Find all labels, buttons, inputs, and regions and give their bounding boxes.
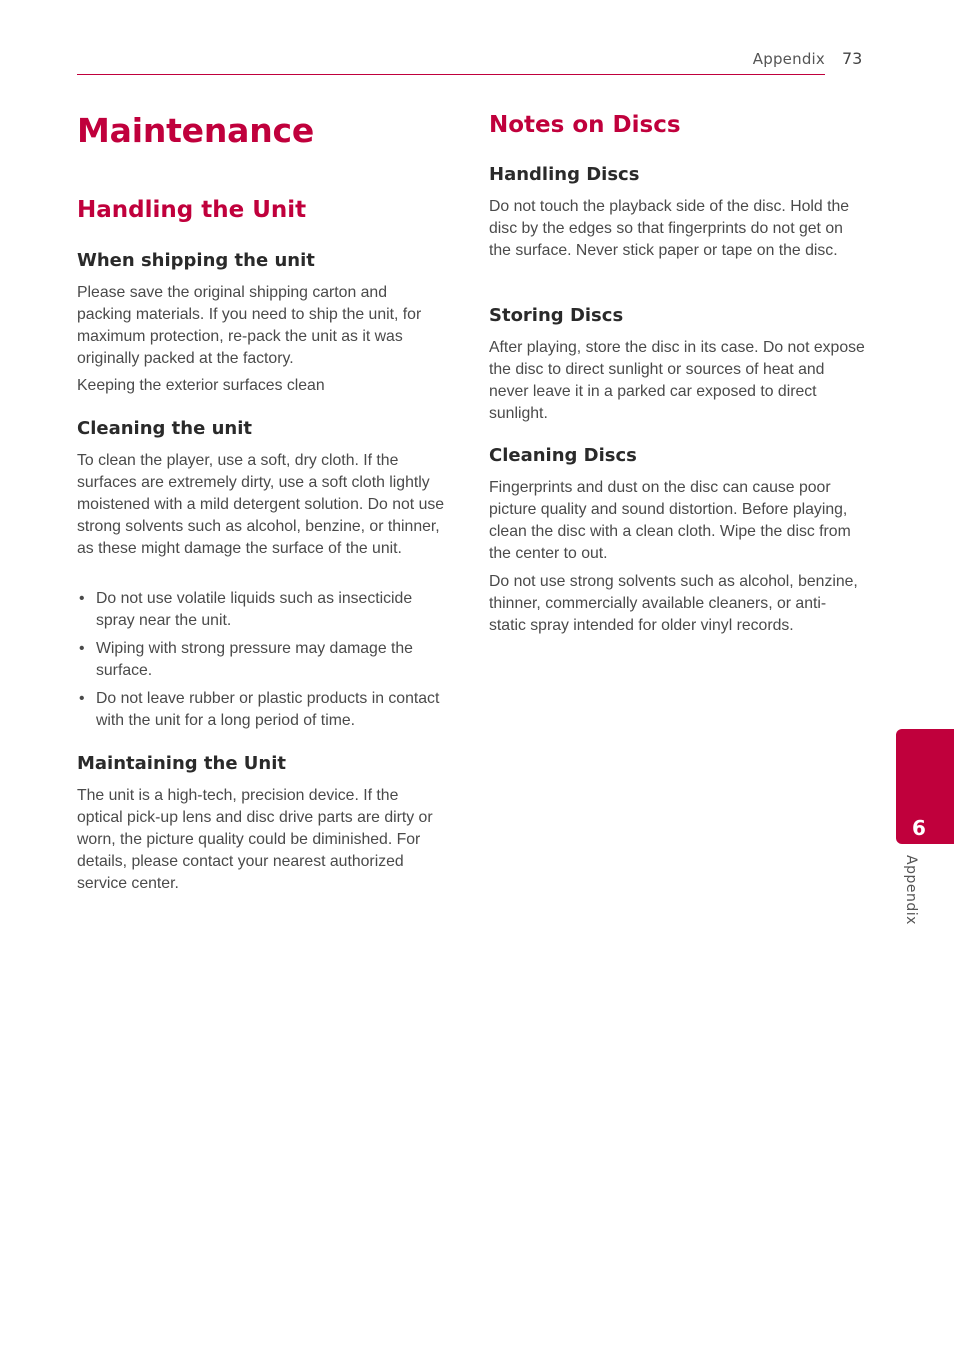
subheading-storing-discs: Storing Discs (489, 305, 624, 326)
list-item (77, 588, 445, 632)
page-title: Maintenance (77, 111, 315, 150)
cleaning-discs-paragraph: Fingerprints and dust on the disc can cause poor picture quality and sound distortion. Before playing, clean the disc with a clean cloth. Wipe the disc from the center to out. (489, 479, 851, 562)
chapter-label-container (897, 855, 927, 935)
subheading-maintaining: Maintaining the Unit (77, 753, 287, 774)
list-item (77, 638, 445, 682)
subheading-handling-discs: Handling Discs (489, 164, 640, 185)
running-header-section: Appendix (752, 50, 825, 68)
exterior-note: Keeping the exterior surfaces clean (77, 377, 325, 394)
maintaining-paragraph: The unit is a high-tech, precision device. If the optical pick-up lens and disc drive parts are dirty or worn, the picture quality could be diminished. For details, please contact your nearest authorized service center. (77, 787, 433, 892)
solvents-paragraph: Do not use strong solvents such as alcohol, benzine, thinner, commercially available cleaners, or anti-static spray intended for older vinyl records. (489, 573, 858, 634)
storing-discs-paragraph: After playing, store the disc in its case. Do not expose the disc to direct sunlight or sources of heat and never leave it in a parked car exposed to direct sunlight. (489, 339, 865, 422)
bullet-icon: • (79, 640, 85, 657)
chapter-tab (896, 729, 954, 844)
subheading-cleaning-discs: Cleaning Discs (489, 445, 637, 466)
bullet-text: Wiping with strong pressure may damage the surface. (96, 640, 413, 679)
bullet-icon: • (79, 690, 85, 707)
page-number: 73 (842, 49, 863, 68)
cleaning-paragraph: To clean the player, use a soft, dry cloth. If the surfaces are extremely dirty, use a soft cloth lightly moistened with a mild detergent solution. Do not use strong solvents such as alcohol, benzine, or thinner, as these might damage the surface of the unit. (77, 452, 445, 557)
chapter-label: Appendix (903, 855, 919, 925)
section-heading-notes-on-discs: Notes on Discs (489, 112, 681, 138)
subheading-shipping: When shipping the unit (77, 250, 315, 271)
shipping-paragraph: Please save the original shipping carton and packing materials. If you need to ship the unit, for maximum protection, re-pack the unit as it was originally packed at the factory. (77, 284, 422, 367)
list-item (77, 688, 445, 732)
bullet-text: Do not leave rubber or plastic products in contact with the unit for a long period of time. (96, 690, 440, 729)
section-heading-handling-unit: Handling the Unit (77, 197, 307, 223)
chapter-number: 6 (912, 816, 926, 840)
header-rule (77, 74, 825, 75)
bullet-icon: • (79, 590, 85, 607)
cleaning-bullet-list (77, 588, 445, 738)
bullet-text: Do not use volatile liquids such as insecticide spray near the unit. (96, 590, 413, 629)
handling-discs-paragraph: Do not touch the playback side of the disc. Hold the disc by the edges so that fingerprints do not get on the surface. Never stick paper or tape on the disc. (489, 198, 850, 259)
subheading-cleaning-unit: Cleaning the unit (77, 418, 252, 439)
